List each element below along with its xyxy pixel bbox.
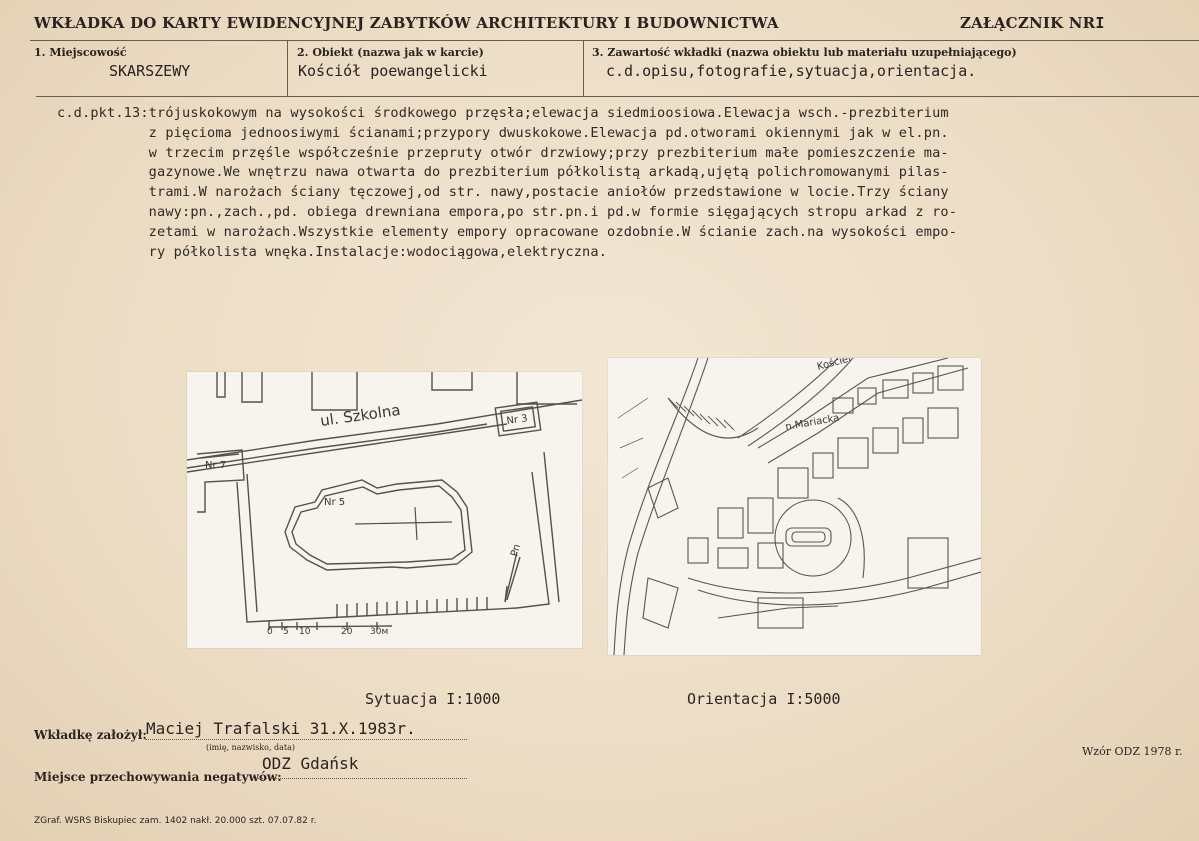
- site-plan-drawing: [187, 372, 582, 648]
- header-rule: [30, 40, 1199, 41]
- form-model: Wzór ODZ 1978 r.: [1082, 745, 1183, 758]
- description-line: w trzecim przęśle współcześnie przepruty otwór drzwiowy;przy prezbiterium małe pomieszczenie ma-: [57, 144, 949, 161]
- description-line: zetami w narożach.Wszystkie elementy empory opracowane ozdobnie.W ścianie zach.na wysokości empo-: [57, 223, 958, 240]
- scale-tick: 30м: [370, 627, 389, 637]
- field-2-label: 2. Obiekt (nazwa jak w karcie): [297, 46, 484, 59]
- field-divider-2: [583, 40, 584, 96]
- scale-tick: 20: [341, 627, 353, 637]
- scale-tick: 0: [267, 627, 273, 637]
- building-label: Nr 5: [324, 497, 346, 508]
- made-by-value: Maciej Trafalski 31.X.1983r.: [146, 719, 416, 738]
- street-label: ul. Szkolna: [319, 400, 402, 430]
- orientation-map-drawing: [608, 358, 981, 655]
- storage-label: Miejsce przechowywania negatywów:: [34, 770, 282, 784]
- annex-label: [960, 14, 1105, 32]
- description-line: gazynowe.We wnętrzu nawa otwarta do prezbiterium półkolistą arkadą,ujętą polichromowanymi pilas-: [57, 164, 949, 181]
- building-label: Nr 3: [505, 413, 529, 427]
- scale-tick: 5: [283, 627, 289, 637]
- map-label: n.Mariacka: [784, 412, 841, 433]
- field-3-value: c.d.opisu,fotografie,sytuacja,orientacja.: [606, 62, 977, 80]
- form-title: WKŁADKA DO KARTY EWIDENCYJNEJ ZABYTKÓW ARCHITEKTURY I BUDOWNICTWA: [34, 14, 779, 32]
- made-by-label: Wkładkę założył:: [34, 728, 147, 742]
- map-label: Kościel: [815, 358, 853, 373]
- description-line: nawy:pn.,zach.,pd. obiega drewniana empora,po str.pn.i pd.w formie sięgających stropu arkad z ro-: [57, 203, 958, 220]
- field-1-value: SKARSZEWY: [109, 62, 191, 80]
- field-1-label: 1. Miejscowość: [34, 46, 127, 59]
- storage-dotline: [250, 778, 467, 779]
- field-2-value: Kościół poewangelicki: [298, 62, 488, 80]
- printer-info: ZGraf. WSRS Biskupiec zam. 1402 nakł. 20.000 szt. 07.07.82 r.: [34, 816, 317, 826]
- storage-value: ODZ Gdańsk: [262, 754, 359, 773]
- description-line: c.d.pkt.13:trójuskokowym na wysokości środkowego przęsła;elewacja siedmioosiowa.Elewacja wsch.-prezbiterium: [57, 105, 949, 121]
- made-by-dotline: [145, 739, 467, 740]
- field-divider-1: [287, 40, 288, 96]
- field-3-label: 3. Zawartość wkładki (nazwa obiektu lub materiału uzupełniającego): [592, 46, 1017, 59]
- situation-caption: Sytuacja I:1000: [365, 690, 501, 708]
- description-line: ry półkolista wnęka.Instalacje:wodociągowa,elektryczna.: [57, 243, 608, 260]
- made-by-hint: (imię, nazwisko, data): [206, 743, 296, 752]
- annex-label-text: ZAŁĄCZNIK NR: [960, 14, 1096, 32]
- site-plan-photo: [187, 372, 582, 648]
- orientation-map-photo: [608, 358, 981, 655]
- fields-rule: [36, 96, 1199, 97]
- description-text: [57, 104, 1187, 262]
- orientation-caption: Orientacja I:5000: [687, 690, 841, 708]
- description-line: z pięcioma jednoosiwymi ścianami;przypory dwuskokowe.Elewacja pd.otworami okiennymi jak w el.pn.: [57, 124, 949, 141]
- annex-number: I: [1095, 14, 1105, 32]
- building-label: Nr 7: [205, 460, 227, 471]
- north-label: Pn: [509, 543, 524, 558]
- scale-tick: 10: [299, 627, 311, 637]
- description-line: trami.W narożach ściany tęczowej,od str. nawy,postacie aniołów przedstawione w locie.Trzy ściany: [57, 184, 949, 201]
